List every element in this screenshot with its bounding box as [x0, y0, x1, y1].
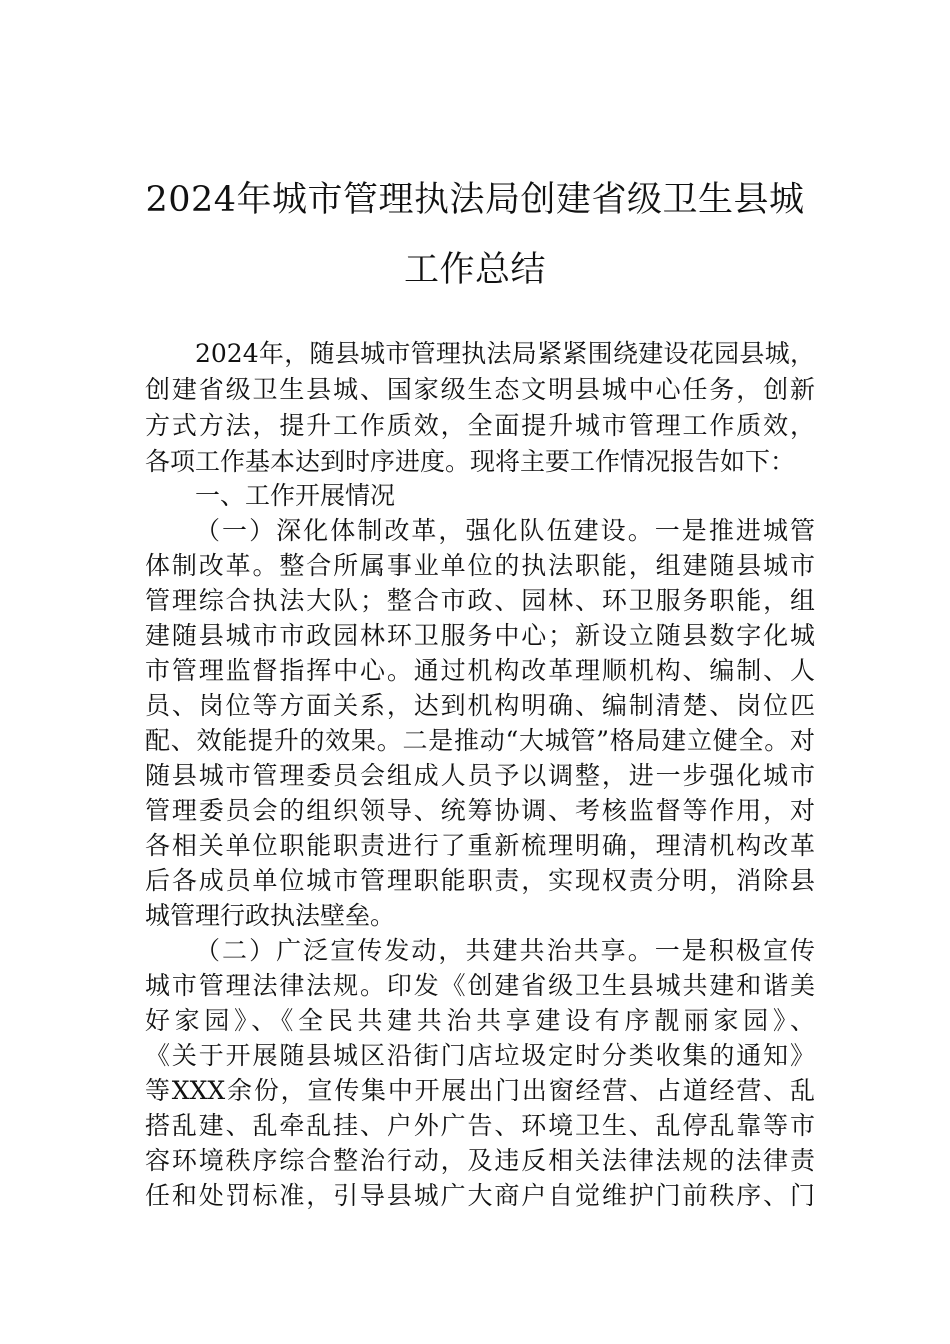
body-line: 各项工作基本达到时序进度。现将主要工作情况报告如下： [145, 447, 796, 476]
body-line: 管理委员会的组织领导、统筹协调、考核监督等作用，对 [145, 796, 815, 825]
body-line: 建随县城市市政园林环卫服务中心；新设立随县数字化城 [145, 621, 815, 650]
body-line: 任和处罚标准，引导县城广大商户自觉维护门前秩序、门 [145, 1181, 815, 1210]
body-line: 好家园》、《全民共建共治共享建设有序靓丽家园》、 [145, 1006, 815, 1035]
body-line: 城市管理法律法规。印发《创建省级卫生县城共建和谐美 [145, 971, 815, 1000]
document-title-line-2: 工作总结 [403, 250, 546, 290]
body-line: 《关于开展随县城区沿街门店垃圾定时分类收集的通知》 [145, 1041, 815, 1070]
body-line: 等XXX余份，宣传集中开展出门出窗经营、占道经营、乱 [145, 1076, 815, 1105]
body-line: 方式方法，提升工作质效，全面提升城市管理工作质效， [145, 411, 815, 440]
body-line: 城管理行政执法壁垒。 [145, 901, 396, 930]
body-line: 各相关单位职能职责进行了重新梳理明确，理清机构改革 [145, 831, 815, 860]
body-line: 随县城市管理委员会组成人员予以调整，进一步强化城市 [145, 761, 815, 790]
body-line: 市管理监督指挥中心。通过机构改革理顺机构、编制、人 [145, 656, 815, 685]
body-line: （一）深化体制改革，强化队伍建设。一是推进城管 [195, 516, 815, 545]
body-line: 后各成员单位城市管理职能职责，实现权责分明，消除县 [145, 866, 815, 895]
body-line: 搭乱建、乱牵乱挂、户外广告、环境卫生、乱停乱靠等市 [145, 1111, 815, 1140]
body-line: 2024年，随县城市管理执法局紧紧围绕建设花园县城， [195, 339, 815, 368]
document-title-line-1: 2024年城市管理执法局创建省级卫生县城 [145, 180, 805, 220]
body-line: 配、效能提升的效果。二是推动“大城管”格局建立健全。对 [145, 726, 815, 755]
body-line: 创建省级卫生县城、国家级生态文明县城中心任务，创新 [145, 375, 815, 404]
body-line: 容环境秩序综合整治行动，及违反相关法律法规的法律责 [145, 1146, 815, 1175]
body-line: 管理综合执法大队；整合市政、园林、环卫服务职能，组 [145, 586, 815, 615]
body-line: 体制改革。整合所属事业单位的执法职能，组建随县城市 [145, 551, 815, 580]
body-line: （二）广泛宣传发动，共建共治共享。一是积极宣传 [195, 936, 815, 965]
body-line: 员、岗位等方面关系，达到机构明确、编制清楚、岗位匹 [145, 691, 815, 720]
section-heading: 一、工作开展情况 [195, 481, 396, 510]
